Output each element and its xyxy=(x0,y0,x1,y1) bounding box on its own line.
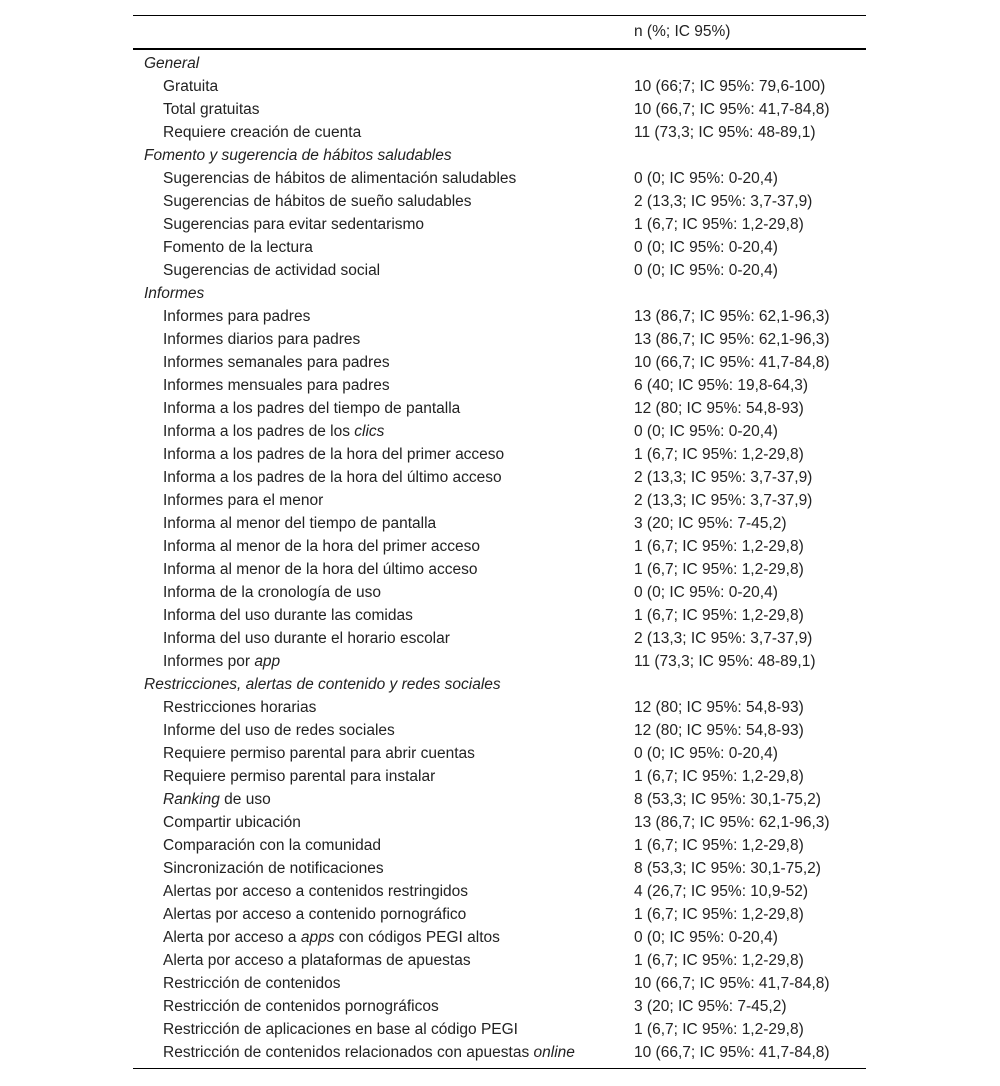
row-value: 0 (0; IC 95%: 0-20,4) xyxy=(634,929,778,946)
table-row xyxy=(133,443,866,466)
row-value: 1 (6,7; IC 95%: 1,2-29,8) xyxy=(634,952,804,969)
table-section xyxy=(133,52,866,144)
row-value: 3 (20; IC 95%: 7-45,2) xyxy=(634,515,787,532)
table-row xyxy=(133,190,866,213)
row-label-segment: Informes para padres xyxy=(163,308,311,325)
row-value: 12 (80; IC 95%: 54,8-93) xyxy=(634,722,804,739)
section-title: Informes xyxy=(144,285,205,302)
row-label-segment: Informes por xyxy=(163,653,255,670)
row-value: 1 (6,7; IC 95%: 1,2-29,8) xyxy=(634,1021,804,1038)
row-label-segment: Compartir ubicación xyxy=(163,814,301,831)
table-row xyxy=(133,834,866,857)
table-row xyxy=(133,121,866,144)
row-label xyxy=(163,443,504,466)
row-label xyxy=(163,719,395,742)
table-row xyxy=(133,604,866,627)
row-label-segment: Restricciones horarias xyxy=(163,699,317,716)
row-label-segment: Informa a los padres de los xyxy=(163,423,355,440)
table-row xyxy=(133,972,866,995)
table-row xyxy=(133,213,866,236)
table-row xyxy=(133,880,866,903)
row-value: 0 (0; IC 95%: 0-20,4) xyxy=(634,423,778,440)
row-value: 1 (6,7; IC 95%: 1,2-29,8) xyxy=(634,446,804,463)
table-row xyxy=(133,328,866,351)
row-label xyxy=(163,742,475,765)
row-label xyxy=(163,213,424,236)
row-label-segment: Requiere permiso parental para instalar xyxy=(163,768,436,785)
table-row xyxy=(133,374,866,397)
row-label xyxy=(163,167,516,190)
row-label xyxy=(163,397,460,420)
row-value: 0 (0; IC 95%: 0-20,4) xyxy=(634,239,778,256)
row-label xyxy=(163,374,390,397)
row-value: 2 (13,3; IC 95%: 3,7-37,9) xyxy=(634,469,813,486)
table-row xyxy=(133,420,866,443)
row-value: 2 (13,3; IC 95%: 3,7-37,9) xyxy=(634,492,813,509)
row-label xyxy=(163,857,384,880)
table-row xyxy=(133,1041,866,1064)
table-row xyxy=(133,397,866,420)
section-title: Restricciones, alertas de contenido y redes sociales xyxy=(144,676,501,693)
table-row xyxy=(133,857,866,880)
row-value: 1 (6,7; IC 95%: 1,2-29,8) xyxy=(634,768,804,785)
row-value: 1 (6,7; IC 95%: 1,2-29,8) xyxy=(634,538,804,555)
row-label-segment: Informa del uso durante el horario escolar xyxy=(163,630,450,647)
table-row xyxy=(133,558,866,581)
row-label-segment: Informa al menor de la hora del último acceso xyxy=(163,561,478,578)
row-label xyxy=(163,328,360,351)
row-value: 10 (66,7; IC 95%: 41,7-84,8) xyxy=(634,354,830,371)
row-label-italic-segment: Ranking xyxy=(163,791,220,808)
row-label-segment: de uso xyxy=(219,791,271,808)
row-label-segment: Sugerencias de actividad social xyxy=(163,262,381,279)
row-label-segment: Restricción de aplicaciones en base al código PEGI xyxy=(163,1021,518,1038)
row-label-italic-segment: app xyxy=(254,653,281,670)
table-row xyxy=(133,949,866,972)
row-label xyxy=(163,926,500,949)
row-label xyxy=(163,98,260,121)
table-row xyxy=(133,696,866,719)
row-value: 13 (86,7; IC 95%: 62,1-96,3) xyxy=(634,308,830,325)
table-row xyxy=(133,650,866,673)
row-label-segment: Sincronización de notificaciones xyxy=(163,860,384,877)
row-label-segment: Gratuita xyxy=(163,78,219,95)
row-label xyxy=(163,236,313,259)
section-title: General xyxy=(144,55,200,72)
row-label-segment: Requiere permiso parental para abrir cuentas xyxy=(163,745,475,762)
row-label-segment: Informa al menor de la hora del primer acceso xyxy=(163,538,481,555)
table-row xyxy=(133,351,866,374)
row-label xyxy=(163,466,502,489)
row-label-segment: Alertas por acceso a contenidos restringidos xyxy=(163,883,468,900)
table-row xyxy=(133,259,866,282)
row-label xyxy=(163,650,280,673)
table-row xyxy=(133,765,866,788)
row-label xyxy=(163,489,323,512)
row-value: 1 (6,7; IC 95%: 1,2-29,8) xyxy=(634,607,804,624)
row-value: 10 (66,7; IC 95%: 41,7-84,8) xyxy=(634,101,830,118)
row-value: 6 (40; IC 95%: 19,8-64,3) xyxy=(634,377,809,394)
row-value: 10 (66;7; IC 95%: 79,6-100) xyxy=(634,78,826,95)
section-title: Fomento y sugerencia de hábitos saludables xyxy=(144,147,452,164)
table-row xyxy=(133,788,866,811)
row-label xyxy=(163,1041,575,1064)
row-label-segment: Sugerencias para evitar sedentarismo xyxy=(163,216,425,233)
row-label xyxy=(163,558,477,581)
row-label-segment: Restricción de contenidos relacionados con apuestas xyxy=(163,1044,534,1061)
row-label-segment: Informa del uso durante las comidas xyxy=(163,607,413,624)
row-value: 13 (86,7; IC 95%: 62,1-96,3) xyxy=(634,814,830,831)
row-label-segment: Restricción de contenidos xyxy=(163,975,341,992)
row-label-segment: Fomento de la lectura xyxy=(163,239,313,256)
data-table xyxy=(133,15,866,1069)
row-label xyxy=(163,627,450,650)
row-label-segment: Restricción de contenidos pornográficos xyxy=(163,998,439,1015)
row-label xyxy=(163,995,439,1018)
table-section xyxy=(133,282,866,673)
table-row xyxy=(133,305,866,328)
row-value: 2 (13,3; IC 95%: 3,7-37,9) xyxy=(634,630,813,647)
table-row xyxy=(133,489,866,512)
row-label xyxy=(163,972,341,995)
row-value: 8 (53,3; IC 95%: 30,1-75,2) xyxy=(634,860,821,877)
row-value: 0 (0; IC 95%: 0-20,4) xyxy=(634,584,778,601)
row-label-italic-segment: apps xyxy=(300,929,335,946)
row-label xyxy=(163,535,480,558)
row-value: 12 (80; IC 95%: 54,8-93) xyxy=(634,400,804,417)
row-label xyxy=(163,811,301,834)
row-label-segment: Informe del uso de redes sociales xyxy=(163,722,395,739)
row-value: 13 (86,7; IC 95%: 62,1-96,3) xyxy=(634,331,830,348)
table-row xyxy=(133,926,866,949)
table-row xyxy=(133,995,866,1018)
table-body xyxy=(133,50,866,1068)
row-label-segment: Informa al menor del tiempo de pantalla xyxy=(163,515,437,532)
table-section xyxy=(133,673,866,1064)
row-value: 1 (6,7; IC 95%: 1,2-29,8) xyxy=(634,216,804,233)
table-row xyxy=(133,811,866,834)
table-row xyxy=(133,742,866,765)
row-value: 10 (66,7; IC 95%: 41,7-84,8) xyxy=(634,975,830,992)
row-label xyxy=(163,121,361,144)
row-label-segment: Informes semanales para padres xyxy=(163,354,390,371)
table-row xyxy=(133,167,866,190)
row-value: 4 (26,7; IC 95%: 10,9-52) xyxy=(634,883,809,900)
row-value: 0 (0; IC 95%: 0-20,4) xyxy=(634,745,778,762)
row-label-italic-segment: online xyxy=(533,1044,575,1061)
row-label-segment: Informa a los padres de la hora del primer acceso xyxy=(163,446,505,463)
row-label-segment: Sugerencias de hábitos de alimentación saludables xyxy=(163,170,517,187)
table-section xyxy=(133,144,866,282)
row-label xyxy=(163,949,471,972)
column-header-value: n (%; IC 95%) xyxy=(634,23,731,40)
row-label-segment: Alertas por acceso a contenido pornográfico xyxy=(163,906,467,923)
row-label-segment: Comparación con la comunidad xyxy=(163,837,381,854)
row-value: 11 (73,3; IC 95%: 48-89,1) xyxy=(634,653,816,670)
row-label-segment: Requiere creación de cuenta xyxy=(163,124,362,141)
row-label xyxy=(163,834,381,857)
row-value: 0 (0; IC 95%: 0-20,4) xyxy=(634,262,778,279)
row-label-segment: Informa de la cronología de uso xyxy=(163,584,381,601)
row-label xyxy=(163,581,381,604)
table-row xyxy=(133,75,866,98)
row-value: 10 (66,7; IC 95%: 41,7-84,8) xyxy=(634,1044,830,1061)
row-label-segment: Informes para el menor xyxy=(163,492,324,509)
row-value: 1 (6,7; IC 95%: 1,2-29,8) xyxy=(634,906,804,923)
row-value: 12 (80; IC 95%: 54,8-93) xyxy=(634,699,804,716)
row-label xyxy=(163,351,390,374)
row-label-segment: Sugerencias de hábitos de sueño saludables xyxy=(163,193,472,210)
row-value: 2 (13,3; IC 95%: 3,7-37,9) xyxy=(634,193,813,210)
row-label xyxy=(163,880,468,903)
table-row xyxy=(133,903,866,926)
row-label-segment: Alerta por acceso a plataformas de apuestas xyxy=(163,952,471,969)
row-label xyxy=(163,420,384,443)
table-row xyxy=(133,466,866,489)
row-label xyxy=(163,512,436,535)
row-label xyxy=(163,75,218,98)
row-value: 1 (6,7; IC 95%: 1,2-29,8) xyxy=(634,561,804,578)
row-value: 0 (0; IC 95%: 0-20,4) xyxy=(634,170,778,187)
row-label xyxy=(163,1018,518,1041)
row-label xyxy=(163,788,271,811)
table-row xyxy=(133,627,866,650)
table-row xyxy=(133,236,866,259)
row-label-segment: Informes mensuales para padres xyxy=(163,377,390,394)
row-value: 3 (20; IC 95%: 7-45,2) xyxy=(634,998,787,1015)
row-label-segment: Alerta por acceso a xyxy=(163,929,301,946)
table-header-row xyxy=(133,16,866,50)
row-label-segment: Total gratuitas xyxy=(163,101,260,118)
table-row xyxy=(133,581,866,604)
row-label xyxy=(163,604,413,627)
row-label-italic-segment: clics xyxy=(354,423,385,440)
row-label-segment: Informa a los padres de la hora del último acceso xyxy=(163,469,502,486)
row-label-segment: Informes diarios para padres xyxy=(163,331,361,348)
table-row xyxy=(133,535,866,558)
table-row xyxy=(133,1018,866,1041)
table-row xyxy=(133,98,866,121)
row-label xyxy=(163,259,380,282)
table-row xyxy=(133,719,866,742)
row-value: 8 (53,3; IC 95%: 30,1-75,2) xyxy=(634,791,821,808)
row-label xyxy=(163,903,466,926)
table-row xyxy=(133,512,866,535)
row-value: 11 (73,3; IC 95%: 48-89,1) xyxy=(634,124,816,141)
row-label-segment: con códigos PEGI altos xyxy=(334,929,500,946)
row-label-segment: Informa a los padres del tiempo de pantalla xyxy=(163,400,461,417)
row-label xyxy=(163,765,435,788)
row-label xyxy=(163,190,472,213)
row-value: 1 (6,7; IC 95%: 1,2-29,8) xyxy=(634,837,804,854)
row-label xyxy=(163,305,310,328)
row-label xyxy=(163,696,316,719)
